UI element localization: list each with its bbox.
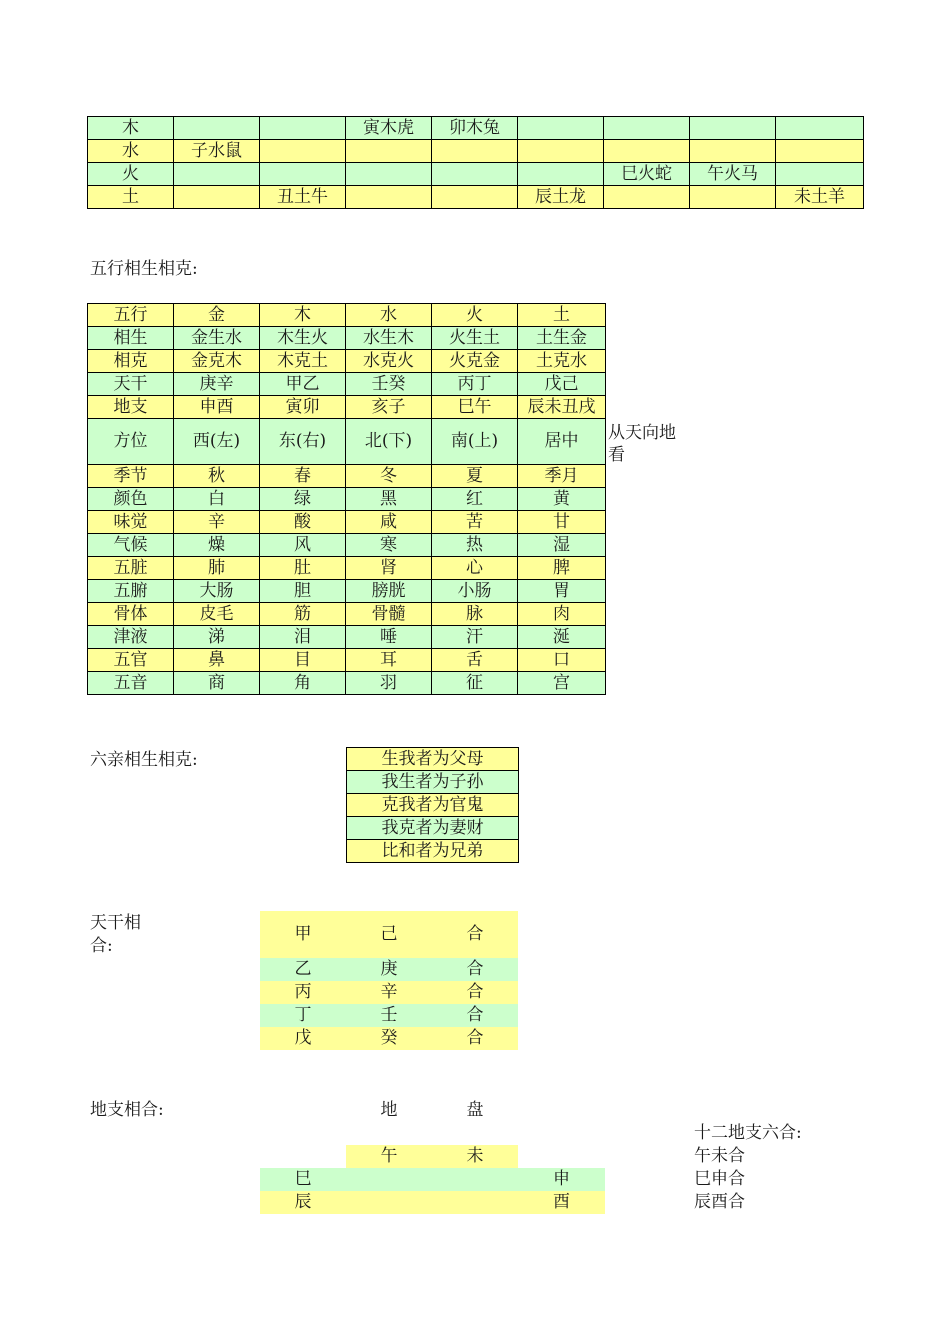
table-cell: 合 (466, 982, 484, 1002)
table-cell: 合 (466, 959, 484, 979)
table-cell: 地支 (88, 396, 174, 419)
table-row (260, 981, 518, 1004)
table-cell: 生我者为父母 (347, 748, 519, 771)
table-cell (518, 140, 604, 163)
table-row (88, 350, 606, 373)
table-cell: 目 (260, 649, 346, 672)
table-row (88, 557, 606, 580)
table-cell: 征 (432, 672, 518, 695)
direction-note (608, 422, 676, 466)
dizhi-row-1-right: 申 (553, 1169, 570, 1189)
table-cell: 合 (466, 1028, 484, 1048)
table-cell: 亥子 (346, 396, 432, 419)
table-cell: 相生 (88, 327, 174, 350)
table-cell (174, 186, 260, 209)
table-cell (174, 163, 260, 186)
table-row (88, 186, 864, 209)
liuhe-item: 辰酉合 (694, 1192, 745, 1212)
table-cell: 巳火蛇 (604, 163, 690, 186)
table-cell: 西(左) (174, 419, 260, 465)
table-cell (432, 186, 518, 209)
table-row (88, 140, 864, 163)
tiangan-he-table-body (260, 911, 518, 1050)
table-cell: 角 (260, 672, 346, 695)
table-cell: 庚 (380, 959, 398, 979)
table-row (88, 580, 606, 603)
table-cell: 皮毛 (174, 603, 260, 626)
table-row (88, 396, 606, 419)
table-cell: 五音 (88, 672, 174, 695)
table-cell: 咸 (346, 511, 432, 534)
table-cell: 壬癸 (346, 373, 432, 396)
table-cell: 合 (466, 924, 484, 944)
table-cell: 乙 (294, 959, 312, 979)
table-cell: 肉 (518, 603, 606, 626)
table-cell: 未土羊 (776, 186, 864, 209)
table-cell: 耳 (346, 649, 432, 672)
table-cell: 金生水 (174, 327, 260, 350)
table-cell: 脉 (432, 603, 518, 626)
table-cell: 北(下) (346, 419, 432, 465)
direction-note-line2: 看 (608, 445, 625, 465)
table-cell (690, 140, 776, 163)
table-row (88, 373, 606, 396)
liuhe-item: 午未合 (694, 1146, 745, 1166)
table-cell: 脾 (518, 557, 606, 580)
table-row (88, 511, 606, 534)
table-cell: 湿 (518, 534, 606, 557)
table-cell: 红 (432, 488, 518, 511)
table-cell: 寅卯 (260, 396, 346, 419)
table-cell: 气候 (88, 534, 174, 557)
branch-table (87, 116, 864, 209)
table-cell: 天干 (88, 373, 174, 396)
table-cell: 木 (88, 117, 174, 140)
table-cell: 辛 (380, 982, 398, 1002)
table-cell: 卯木兔 (432, 117, 518, 140)
dizhi-row-2-right: 酉 (553, 1192, 570, 1212)
table-cell: 口 (518, 649, 606, 672)
tiangan-he-heading (90, 912, 141, 958)
table-row (88, 304, 606, 327)
table-cell (604, 186, 690, 209)
table-row (260, 1027, 518, 1050)
table-row (88, 626, 606, 649)
table-row (88, 327, 606, 350)
table-row (88, 534, 606, 557)
table-cell: 甲乙 (260, 373, 346, 396)
table-cell: 土生金 (518, 327, 606, 350)
table-cell: 季月 (518, 465, 606, 488)
tiangan-he-heading-line2: 合: (90, 936, 113, 956)
table-cell: 水 (88, 140, 174, 163)
table-cell: 庚辛 (174, 373, 260, 396)
table-cell (432, 140, 518, 163)
tiangan-he-table (260, 911, 518, 1050)
table-cell (346, 140, 432, 163)
dizhi-he-heading: 地支相合: (90, 1100, 164, 1120)
table-cell: 甲 (294, 924, 312, 944)
table-cell: 火生土 (432, 327, 518, 350)
liuqin-heading: 六亲相生相克: (90, 750, 198, 770)
table-cell (260, 140, 346, 163)
table-cell: 味觉 (88, 511, 174, 534)
branch-table-body (88, 117, 864, 209)
dizhi-row-2-left: 辰 (294, 1192, 312, 1212)
table-cell: 寒 (346, 534, 432, 557)
table-cell (690, 117, 776, 140)
table-cell: 风 (260, 534, 346, 557)
table-cell: 申酉 (174, 396, 260, 419)
table-row (88, 649, 606, 672)
table-cell (604, 140, 690, 163)
table-cell: 膀胱 (346, 580, 432, 603)
table-cell (432, 163, 518, 186)
table-cell: 小肠 (432, 580, 518, 603)
table-cell: 肺 (174, 557, 260, 580)
table-cell: 酸 (260, 511, 346, 534)
table-row (260, 958, 518, 981)
liuhe-item: 巳申合 (694, 1169, 745, 1189)
table-cell: 南(上) (432, 419, 518, 465)
table-cell: 巳午 (432, 396, 518, 419)
liuqin-table-body (347, 748, 519, 863)
table-cell: 白 (174, 488, 260, 511)
tiangan-he-heading-line1: 天干相 (90, 913, 141, 933)
wuxing-table (87, 303, 606, 695)
table-cell: 筋 (260, 603, 346, 626)
table-cell: 骨髓 (346, 603, 432, 626)
table-cell: 合 (466, 1005, 484, 1025)
table-row (88, 117, 864, 140)
dizhi-top-left: 午 (380, 1146, 398, 1166)
table-cell (260, 117, 346, 140)
table-cell: 宫 (518, 672, 606, 695)
dizhi-row-1-left: 巳 (294, 1169, 312, 1189)
table-cell: 肾 (346, 557, 432, 580)
table-cell: 木克土 (260, 350, 346, 373)
di-label: 地 (380, 1100, 398, 1120)
list-item (347, 840, 519, 863)
table-cell: 肚 (260, 557, 346, 580)
table-cell: 津液 (88, 626, 174, 649)
table-cell: 燥 (174, 534, 260, 557)
table-cell: 骨体 (88, 603, 174, 626)
table-cell (690, 186, 776, 209)
table-cell: 五行 (88, 304, 174, 327)
table-cell: 火 (432, 304, 518, 327)
table-cell: 木 (260, 304, 346, 327)
liuhe-title: 十二地支六合: (694, 1123, 802, 1143)
table-cell: 方位 (88, 419, 174, 465)
table-cell: 午火马 (690, 163, 776, 186)
table-cell: 克我者为官鬼 (347, 794, 519, 817)
list-item (347, 748, 519, 771)
table-row (260, 911, 518, 958)
table-cell: 涎 (518, 626, 606, 649)
table-cell: 甘 (518, 511, 606, 534)
table-cell: 癸 (380, 1028, 398, 1048)
table-cell: 汗 (432, 626, 518, 649)
table-cell: 居中 (518, 419, 606, 465)
table-cell: 己 (380, 924, 398, 944)
table-cell: 大肠 (174, 580, 260, 603)
table-cell: 金 (174, 304, 260, 327)
table-row (88, 465, 606, 488)
table-cell: 丁 (294, 1005, 312, 1025)
table-row (88, 603, 606, 626)
list-item (347, 771, 519, 794)
table-cell: 丙 (294, 982, 312, 1002)
table-cell: 丙丁 (432, 373, 518, 396)
table-cell: 金克木 (174, 350, 260, 373)
table-cell: 黄 (518, 488, 606, 511)
table-cell (518, 163, 604, 186)
table-cell (776, 117, 864, 140)
table-cell: 黑 (346, 488, 432, 511)
table-cell: 比和者为兄弟 (347, 840, 519, 863)
table-cell: 子水鼠 (174, 140, 260, 163)
table-cell: 水生木 (346, 327, 432, 350)
table-cell (174, 117, 260, 140)
table-cell: 胃 (518, 580, 606, 603)
table-cell (604, 117, 690, 140)
table-cell: 羽 (346, 672, 432, 695)
direction-note-line1: 从天向地 (608, 423, 676, 443)
table-cell: 我生者为子孙 (347, 771, 519, 794)
table-cell: 土 (518, 304, 606, 327)
list-item (347, 794, 519, 817)
wuxing-table-body (88, 304, 606, 695)
table-cell: 绿 (260, 488, 346, 511)
list-item (347, 817, 519, 840)
table-cell: 水 (346, 304, 432, 327)
table-row (88, 419, 606, 465)
table-cell: 唾 (346, 626, 432, 649)
table-cell: 火 (88, 163, 174, 186)
table-cell: 相克 (88, 350, 174, 373)
table-cell: 舌 (432, 649, 518, 672)
table-cell: 我克者为妻财 (347, 817, 519, 840)
table-cell: 春 (260, 465, 346, 488)
table-cell: 壬 (380, 1005, 398, 1025)
table-cell: 苦 (432, 511, 518, 534)
table-cell: 鼻 (174, 649, 260, 672)
table-cell: 水克火 (346, 350, 432, 373)
table-cell: 五脏 (88, 557, 174, 580)
table-cell: 五腑 (88, 580, 174, 603)
table-cell: 季节 (88, 465, 174, 488)
table-cell: 冬 (346, 465, 432, 488)
wuxing-heading: 五行相生相克: (90, 259, 198, 279)
table-cell: 热 (432, 534, 518, 557)
table-cell: 火克金 (432, 350, 518, 373)
table-cell: 泪 (260, 626, 346, 649)
table-row (88, 672, 606, 695)
table-row (88, 488, 606, 511)
table-cell: 颜色 (88, 488, 174, 511)
table-cell: 土克水 (518, 350, 606, 373)
table-cell: 辰土龙 (518, 186, 604, 209)
dizhi-top-right: 未 (466, 1146, 484, 1166)
table-cell (776, 163, 864, 186)
table-cell (776, 140, 864, 163)
liuqin-table (346, 747, 519, 863)
table-cell: 涕 (174, 626, 260, 649)
table-cell: 木生火 (260, 327, 346, 350)
table-cell: 五官 (88, 649, 174, 672)
table-cell (346, 186, 432, 209)
table-row (260, 1004, 518, 1027)
table-cell: 辰未丑戌 (518, 396, 606, 419)
table-cell: 辛 (174, 511, 260, 534)
table-cell: 商 (174, 672, 260, 695)
table-cell: 戊 (294, 1028, 312, 1048)
table-row (88, 163, 864, 186)
table-cell: 东(右) (260, 419, 346, 465)
table-cell: 丑土牛 (260, 186, 346, 209)
table-cell: 心 (432, 557, 518, 580)
table-cell: 寅木虎 (346, 117, 432, 140)
table-cell (260, 163, 346, 186)
table-cell: 戊己 (518, 373, 606, 396)
table-cell: 秋 (174, 465, 260, 488)
table-cell (518, 117, 604, 140)
table-cell (346, 163, 432, 186)
table-cell: 夏 (432, 465, 518, 488)
table-cell: 胆 (260, 580, 346, 603)
liuhe-block (694, 1122, 802, 1214)
table-cell: 土 (88, 186, 174, 209)
pan-label: 盘 (466, 1100, 484, 1120)
